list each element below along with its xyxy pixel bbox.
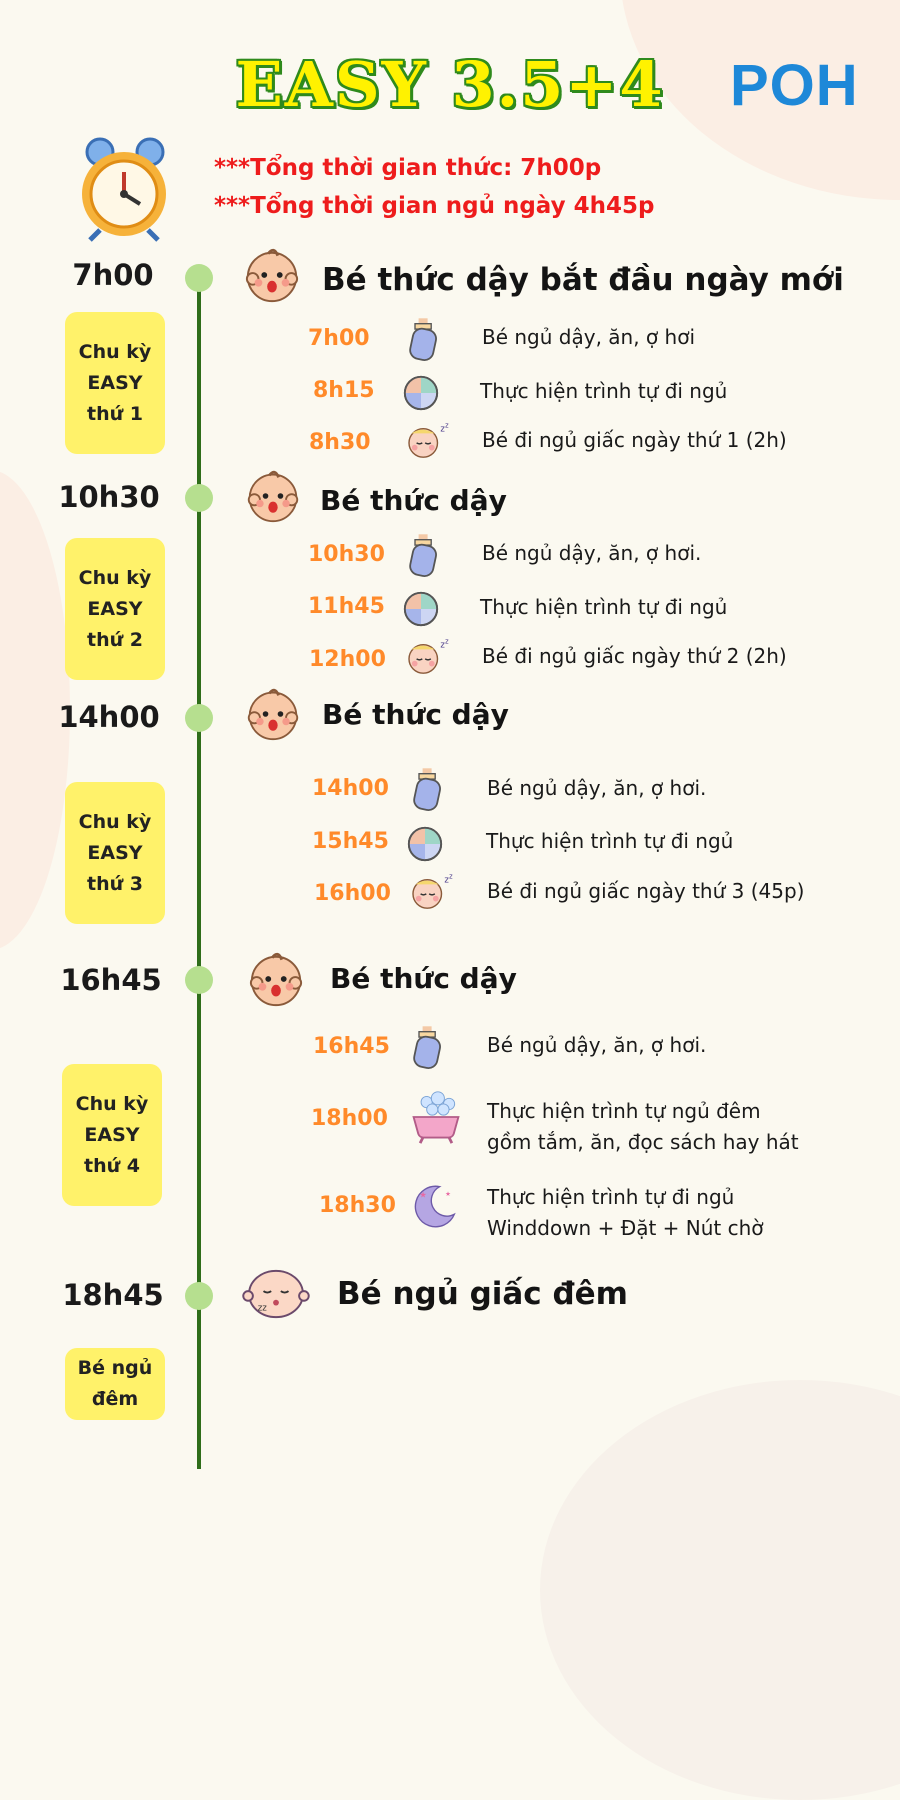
night-sleep-box: Bé ngủ đêm (65, 1348, 165, 1420)
bathtub-icon (408, 1088, 464, 1146)
step-time: 18h00 (311, 1106, 388, 1131)
step-time: 18h30 (319, 1193, 396, 1218)
summary-nap-total: ***Tổng thời gian ngủ ngày 4h45p (214, 193, 655, 219)
cycle-box-1: Chu kỳ EASY thứ 1 (65, 312, 165, 454)
baby-face-icon (246, 950, 306, 1008)
timeline-time-2: 10h30 (58, 480, 160, 514)
baby-face-icon (244, 468, 302, 524)
timeline-dot (185, 264, 213, 292)
ball-icon (406, 825, 444, 863)
bottle-icon (406, 532, 442, 578)
timeline-event-4: Bé thức dậy (330, 962, 517, 995)
step-text: Bé ngủ dậy, ăn, ợ hơi (482, 325, 695, 349)
page-title: EASY 3.5+4 (235, 48, 665, 121)
step-text: Bé ngủ dậy, ăn, ợ hơi. (487, 1033, 707, 1057)
cycle-box-4: Chu kỳ EASY thứ 4 (62, 1064, 162, 1206)
step-time: 7h00 (308, 326, 370, 351)
bottle-icon (410, 1024, 446, 1070)
step-text: Thực hiện trình tự đi ngủ Winddown + Đặt + Nút chờ (487, 1185, 764, 1240)
sleeping-baby-icon (404, 422, 452, 460)
moon-icon (412, 1183, 458, 1229)
timeline-dot (185, 966, 213, 994)
baby-face-icon (244, 686, 302, 742)
step-time: 12h00 (309, 647, 386, 672)
cycle-box-3: Chu kỳ EASY thứ 3 (65, 782, 165, 924)
sleeping-baby-icon (404, 638, 452, 676)
step-text: Thực hiện trình tự đi ngủ (480, 595, 728, 619)
step-text: Thực hiện trình tự đi ngủ (480, 379, 728, 403)
sleeping-baby-face-icon (242, 1268, 310, 1320)
alarm-clock-icon (78, 132, 178, 242)
bottle-icon (410, 766, 446, 812)
step-time: 16h45 (313, 1034, 390, 1059)
step-text: Bé ngủ dậy, ăn, ợ hơi. (482, 541, 702, 565)
step-text: Thực hiện trình tự đi ngủ (486, 829, 734, 853)
timeline-dot (185, 484, 213, 512)
decorative-blob-bottom-right (540, 1380, 900, 1800)
timeline-event-3: Bé thức dậy (322, 698, 509, 731)
step-time: 14h00 (312, 776, 389, 801)
timeline-dot (185, 704, 213, 732)
summary-awake-total: ***Tổng thời gian thức: 7h00p (214, 155, 602, 181)
step-time: 8h15 (313, 378, 375, 403)
bottle-icon (406, 316, 442, 362)
ball-icon (402, 374, 440, 412)
timeline-dot (185, 1282, 213, 1310)
timeline-time-4: 16h45 (60, 963, 162, 997)
timeline-event-1: Bé thức dậy bắt đầu ngày mới (322, 262, 844, 298)
timeline-time-3: 14h00 (58, 700, 160, 734)
step-time: 16h00 (314, 881, 391, 906)
timeline-time-5: 18h45 (62, 1278, 164, 1312)
step-time: 8h30 (309, 430, 371, 455)
sleeping-baby-icon (408, 873, 456, 911)
step-time: 15h45 (312, 829, 389, 854)
baby-face-icon (242, 246, 302, 304)
step-time: 10h30 (308, 542, 385, 567)
step-text: Bé đi ngủ giấc ngày thứ 3 (45p) (487, 879, 805, 903)
cycle-box-2: Chu kỳ EASY thứ 2 (65, 538, 165, 680)
ball-icon (402, 590, 440, 628)
timeline-event-2: Bé thức dậy (320, 484, 507, 517)
timeline-time-1: 7h00 (72, 258, 154, 292)
step-text: Bé ngủ dậy, ăn, ợ hơi. (487, 776, 707, 800)
step-text: Bé đi ngủ giấc ngày thứ 1 (2h) (482, 428, 787, 452)
step-time: 11h45 (308, 594, 385, 619)
step-text: Bé đi ngủ giấc ngày thứ 2 (2h) (482, 644, 787, 668)
timeline-event-5: Bé ngủ giấc đêm (337, 1276, 628, 1312)
step-text: Thực hiện trình tự ngủ đêm gồm tắm, ăn, đọc sách hay hát (487, 1099, 799, 1154)
brand-logo: POH (730, 53, 859, 118)
